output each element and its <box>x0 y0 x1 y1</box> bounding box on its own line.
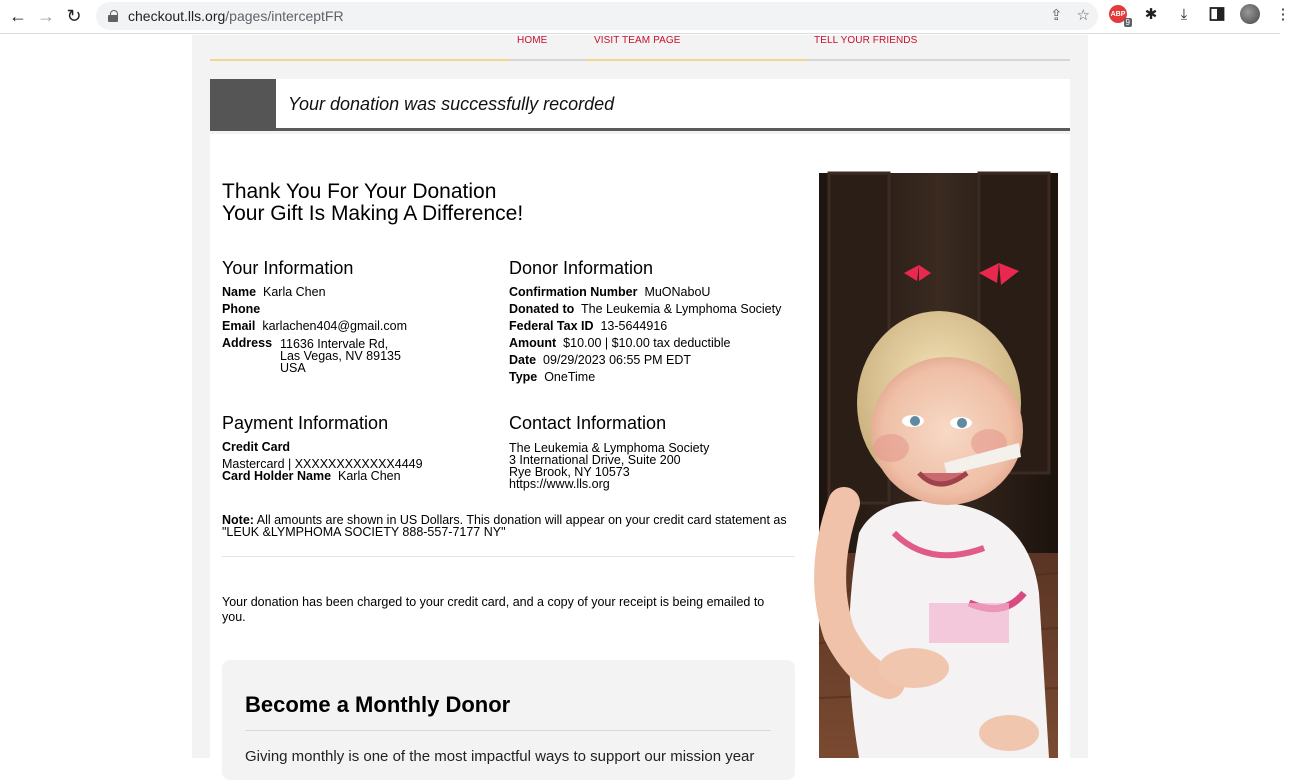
donated-to-field: Donated to The Leukemia & Lymphoma Society <box>509 302 782 316</box>
email-field: Email karlachen404@gmail.com <box>222 319 408 333</box>
credit-card-value: Mastercard | XXXXXXXXXXXX4449 <box>222 457 423 471</box>
side-panel-icon[interactable] <box>1207 4 1227 24</box>
confirmation-number-field: Confirmation Number MuONaboU <box>509 285 711 299</box>
alert-icon-block <box>210 79 276 131</box>
thank-you-heading: Thank You For Your Donation Your Gift Is Making A Difference! <box>222 180 524 225</box>
forward-arrow-icon[interactable]: → <box>37 6 55 26</box>
monthly-divider <box>245 730 771 731</box>
nav-friends-underline <box>807 59 1070 61</box>
monthly-donor-panel <box>222 660 795 780</box>
contact-information-title: Contact Information <box>509 413 667 433</box>
monthly-donor-text: Giving monthly is one of the most impactful ways to support our mission year <box>245 748 755 765</box>
contact-address: The Leukemia & Lymphoma Society 3 International Drive, Suite 200 Rye Brook, NY 10573 https://www.lls.org <box>509 441 710 491</box>
donor-information-title: Donor Information <box>509 258 654 278</box>
section-divider <box>222 556 795 557</box>
monthly-donor-title: Become a Monthly Donor <box>245 692 511 717</box>
address-bar[interactable] <box>96 2 1098 30</box>
address-label: Address <box>222 336 273 350</box>
content-container <box>192 35 1088 765</box>
charged-message: Your donation has been charged to your credit card, and a copy of your receipt is being emailed to you. <box>222 595 765 624</box>
reload-icon[interactable]: ↻ <box>66 6 82 26</box>
address-value: 11636 Intervale Rd, Las Vegas, NV 89135 USA <box>280 337 401 375</box>
top-navigation <box>210 35 1070 61</box>
tax-id-field: Federal Tax ID 13-5644916 <box>509 319 668 333</box>
receipt-card <box>210 134 1070 765</box>
profile-avatar[interactable] <box>1240 4 1260 24</box>
url-text[interactable]: checkout.lls.org/pages/interceptFR <box>128 8 344 24</box>
share-icon[interactable]: ⇪ <box>1049 7 1063 24</box>
download-icon[interactable]: ⤓ <box>1180 5 1188 23</box>
browser-toolbar <box>0 0 1291 34</box>
nav-team-page-link[interactable]: VISIT TEAM PAGE <box>594 35 681 46</box>
payment-information-title: Payment Information <box>222 413 389 433</box>
alert-message: Your donation was successfully recorded <box>288 94 615 114</box>
nav-home-underline <box>510 59 586 61</box>
your-information-title: Your Information <box>222 258 354 278</box>
kebab-menu-icon[interactable]: ⋮ <box>1275 6 1291 23</box>
back-arrow-icon[interactable]: ← <box>9 6 27 26</box>
name-field: Name Karla Chen <box>222 285 326 299</box>
nav-home-link[interactable]: HOME <box>517 35 548 46</box>
extensions-puzzle-icon[interactable]: ✱ <box>1144 6 1158 23</box>
adblock-badge: 9 <box>1125 18 1130 27</box>
type-field: Type OneTime <box>509 370 596 384</box>
adblock-extension-icon[interactable]: ABP 9 <box>1108 4 1128 24</box>
nav-tell-friends-link[interactable]: TELL YOUR FRIENDS <box>814 35 918 46</box>
card-holder-field: Card Holder Name Karla Chen <box>222 469 401 483</box>
amount-field: Amount $10.00 | $10.00 tax deductible <box>509 336 731 350</box>
phone-field: Phone <box>222 302 261 316</box>
lls-website-link[interactable]: https://www.lls.org <box>509 477 610 491</box>
date-field: Date 09/29/2023 06:55 PM EDT <box>509 353 692 367</box>
credit-card-label: Credit Card <box>222 440 291 454</box>
success-alert <box>210 79 1070 131</box>
currency-note: Note: All amounts are shown in US Dollars. This donation will appear on your credit card statement as "LEUK &LYMPHOMA SOCIETY 888-557-7177 NY" <box>222 513 787 539</box>
smiling-baby-photo <box>819 173 1058 758</box>
bookmark-star-icon[interactable]: ☆ <box>1076 7 1090 24</box>
lock-icon[interactable] <box>108 10 118 22</box>
